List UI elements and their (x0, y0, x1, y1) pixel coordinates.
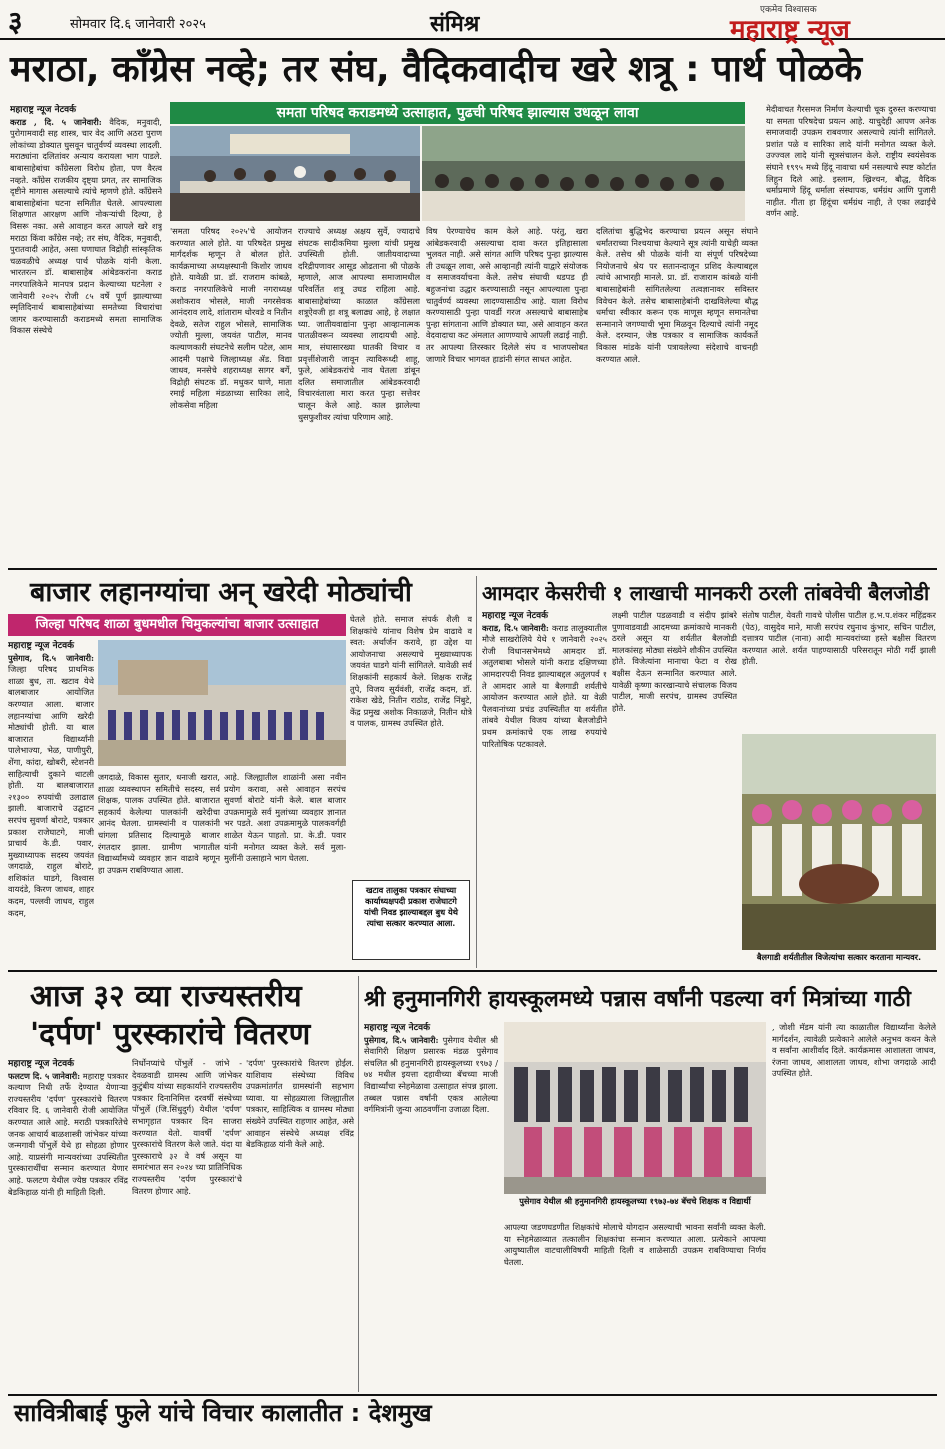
story1-photo-1 (170, 126, 420, 221)
story5-headline: श्री हनुमानगिरी हायस्कूलमध्ये पन्नास वर्षांनी पडल्या वर्ग मित्रांच्या गाठी (364, 987, 911, 1012)
story1-column-4: विष पेरण्याचेच काम केले आहे. परंतु, खरा आंबेडकरवादी असल्याचा दावा करत इतिहासाला भुलवत नाही. असे सांगत आणि परिषद पुन्हा झाल्यास ती उधळून लावा, असे आव्हानही त्यांनी याद्वारे संयोजक व समाजवर्याचना केले. तसेच संघाची धडपड ही बहुजनांचा उद्धार करण्यासाठी नसून आपल्याला पुन्हा चातुर्वर्ण्य व्यवस्था लादण्यासाठीच आहे. याला विरोध करण्यासाठी पुन्हा पावर्डी गरज असल्याचे बाबासाहेब पुन्हा सांगताना आणि डोक्यात घ्या, असे आवाहन करत वेदवादाचा कट अंमलात आणण्याचे आपली लढाई नाही. तर आपल्या तिरस्कार दिलेले संघ व भाजपसोबत जाणारे विचार भागवत हाडांनी संगत साधत आहेत. (426, 226, 588, 364)
story4-column-1 (8, 1058, 128, 1388)
story1-body-a: वैदिक, मनुवादी, पुरोगामवादी सह शास्त्र, चार वेद आणि अठरा पुराण लोकांच्या डोक्यात घुसवून चातुर्वर्ण्य व्यवस्था लादली. मराठ्यांना दलितांवर अन्याय करायला भाग पाडले. बाबासाहेबांचा काँग्रेसला विरोध होता, पण वैरत्व नव्हते. काँग्रेस राजकीय दृष्ट्या प्रगत, तर सामाजिक दृष्टीने मागास असल्याचे त्यांचे म्हणणे होते. काँग्रेसने बाबासाहेबांना घटना समितीत घेतले. आपल्याला शिक्षणात आरक्षण आणि नोकऱ्यांची दिल्या, हे विसरू नका. असे आवाहन करत आपले खरे शत्रू मराठा किंवा काँग्रेस नव्हे; तर संघ, वैदिक, मनुवादी, पुरातवादी आहेत, असा घणाघात विद्रोही सांस्कृतिक चळवळीचे अध्यक्ष पार्थ पोळके यांनी केला. भारतरत्न डॉ. बाबासाहेब आंबेडकरांना कराड नगरपालिकेने मानपत्र प्रदान केल्याच्या घटनेला २ जानेवारी २०२५ रोजी ८५ वर्षे पूर्ण झाल्याच्या स्मृतिदिनार्थ बाबासाहेबांच्या समतेच्या विचारांचा जागर करण्यासाठी कराडमध्ये समता सामाजिक विकास संस्थेचे (10, 116, 162, 336)
story5-column-2: आपल्या जडणघडणीत शिक्षकांचे मोलाचे योगदान असल्याची भावना सर्वांनी व्यक्त केली. या स्नेहमेळाव्यात तत्कालीन शिक्षकांचा सन्मान करण्यात आला. प्रत्येकाने आपल्या आयुष्यातील वाटचालीविषयी माहिती दिली व शाळेसाठी उपक्रम राबविण्याचा निर्णय घेतला. (504, 1222, 766, 1267)
story4-column-3: 'दर्पण' पुरस्कारांचे वितरण होईल. याशिवाय संस्थेच्या विविध उपक्रमांतर्गत ग्रामस्थांनी सहभाग घ्यावा. या सोहळ्याला जिल्ह्यातील पत्रकार, साहित्यिक व ग्रामस्थ मोठ्या संख्येने उपस्थित राहणार आहेत, असे आवाहन संस्थेचे अध्यक्ष रविंद्र बेडकिहाळ यांनी केले आहे. (246, 1058, 354, 1150)
story3-column-3: संतोष पाटील, येवती गावचे पोलीस पाटील ह.भ.प.शंकर महिंद्रकर (पेठ), वासुदेव माने, माजी सरपंच रघुनाथ कुंभार, सचिन पाटील, दत्तात्रय पाटील (नाना) आदी मान्यवरांच्या हस्ते बक्षीस वितरण करण्यात आले. शर्यत पाहण्यासाठी परिसरातून मोठी गर्दी झाली होती. (742, 610, 936, 667)
story4-place: फलटण दि. ५ जानेवारी: (8, 1070, 81, 1081)
story1-headline: मराठा, काँग्रेस नव्हे; तर संघ, वैदिकवादीच खरे शत्रू : पार्थ पोळके (10, 49, 863, 90)
story1-strip: समता परिषद कराडमध्ये उत्साहात, पुढची परिषद झाल्यास उधळून लावा (170, 102, 745, 124)
story1-byline: महाराष्ट्र न्यूज नेटवर्क (10, 105, 77, 115)
story1-column-5-text: दलितांचा बुद्धिभेद करण्याचा प्रयत्न असून संघाने धर्मांतराच्या निश्चयाचा केल्याने सूत्र त्यांनी याचेही व्यक्त केले. तसेच श्री पोळके यांनी या संपूर्ण परिषदेच्या नियोजनाचे श्रेय पर सतानन्दाजून प्रशिद केल्याबद्दल त्यांचे आभारही मानले. प्रा. डॉ. राजाराम कांबळे यांनी बाबासाहेबांनी सांगितलेल्या तत्वज्ञानावर सविस्तर विवेचन केले. तसेच बाबासाहेबांनी दाखविलेल्या बौद्ध धर्माचा स्वीकार करून एक माणूस म्हणून समानतेचा सन्मानाने जगण्याची भूमा मिळवून दिल्याचे त्यांनी नमूद केले. दरम्यान, जेष्ठ पत्रकार व सामाजिक कार्यकर्ते विकास मांडके यांनी पत्रावलेल्या संदेशाचे वाचनही करण्यात आले. (596, 226, 758, 364)
story2-headline: बाजार लहानग्यांचा अन् खरेदी मोठ्यांची (30, 577, 412, 608)
story3-headline: आमदार केसरीची १ लाखाची मानकरी ठरली तांबवेची बैलजोडी (482, 581, 930, 605)
story5-body-a: पुसेगाव येथील श्री सेवागिरी शिक्षण प्रसारक मंडळ पुसेगाव संचलित श्री हनुमानगिरी हायस्कूलच्या १९७३ / ७४ मधील इयत्ता दहावीच्या बॅचच्या माजी विद्यार्थ्यांचा स्नेहमेळावा उत्साहात संपन्न झाला. तब्बल पन्नास वर्षांनी एकत्र आलेल्या वर्गमित्रांनी जुन्या आठवणींना उजाळा दिला. (364, 1034, 498, 1115)
story2-body-a: जिल्हा परिषद प्राथमिक शाळा बुध, ता. खटाव येथे बालबाजार आयोजित करण्यात आला. बाजार लहानग्यांचा आणि खरेदी मोठ्यांची होती. या बाल बाजारात विद्यार्थ्यांनी पालेभाज्या, भेळ, पाणीपुरी, शेंगा, कांदा, खोबरी, स्टेशनरी साहित्याची दुकाने थाटली होती. या बालबाजारात २१३०० रुपयांची उलाढाल झाली. बाजाराचे उद्घाटन सरपंच सुवर्णा बोराटे, पत्रकार प्रकाश राजेघाटगे, माजी प्राचार्य के.डी. पवार, मुख्याध्यापक सदस्य जयवंत जगदाळे, राहुल बोराटे, शशिकांत घाडगे, विश्वास वायदंडे, किरण जाधव, शाहर कदम, पल्लवी जाधव, राहुल कदम, (8, 664, 94, 918)
dateline: सोमवार दि.६ जानेवारी २०२५ (70, 17, 206, 32)
story3-body-a: कराड तालुक्यातील मौजे साखरोलिये येथे १ जानेवारी २०२५ रोजी विधानसभेमध्ये आमदार डॉ. अतुलबाबा भोसले यांनी कराड दक्षिणच्या आमदारपदी निवड झाल्याबद्दल अतुलपर्व १ ते आमदार आले या बैलगाडी शर्यतीचे आयोजन करण्यात आले होते. या वेळी पैलवानांच्या प्रचंड उपस्थितीत या शर्यतीत तांबवे येथील विजय यांच्या बैलजोडीने प्रथम क्रमांकाचे एक लाख रुपयांचे पारितोषिक पटकावले. (482, 622, 607, 749)
divider (358, 976, 359, 1392)
story2-strip: जिल्हा परिषद शाळा बुधमधील चिमुकल्यांचा बाजार उत्साहात (8, 614, 346, 636)
story2-photo (98, 640, 346, 766)
story3-photo (742, 734, 936, 950)
story2-place: पुसेगाव, दि.५ जानेवारी: (8, 652, 94, 663)
story5-column-3: , जोशी मॅडम यांनी त्या काळातील विद्यार्थ्यांना केलेले मार्गदर्शन, त्यावेळी प्रत्येकाने आलेले अनुभव कथन केले व सर्वांना आशीर्वाद दिले. कार्यक्रमास आशालता जाधव, रंजना जाधव, आशालता जाधव, शोभा जगदाळे आदी उपस्थित होते. (772, 1022, 936, 1079)
story3-column-1 (482, 610, 607, 965)
story4-byline: महाराष्ट्र न्यूज नेटवर्क (8, 1059, 75, 1069)
story1-column-6: मेदीवाचत गैरसमज निर्माण केल्याची चूक दुरुस्त करण्याचा या समता परिषदेचा प्रयत्न आहे. याचुदेही आपण अनेक समाजवादी उपक्रम राबवणार असल्याचे त्यांनी सांगितले. प्रशांत पळे व सारिका लादे यांनी मनोगत व्यक्त केले. उज्ज्वल लादे यांनी सूत्रसंचालन केले. राष्ट्रीय स्वयंसेवक संघाने १९९५ मध्ये हिंदू नावाचा धर्म नसल्याचे स्पष्ट कोर्टात लिहून दिले आहे. इस्लाम, ख्रिश्चन, बौद्ध, वैदिक धर्माप्रमाणे हिंदू धर्माला संस्थापक, धर्मग्रंथ आणि पुजारी नाहीत. गीता हा हिंदूंचा धर्मग्रंथ नाही, ते एका लढाईचे वर्णन आहे. (766, 104, 936, 219)
story3-column-2: लक्ष्मी पाटील पडळवाडी व संदीप झांबरे पुणावाडवाडी आदमच्या क्रमांकाचे मानकरी ठरले असून या शर्यतीत बैलजोडी मालकांसह मोठ्या संख्येने शौकीन उपस्थित होते. विजेत्यांना मानाचा फेटा व रोख बक्षीस देऊन सन्मानित करण्यात आले. यावेळी कृष्णा कारखान्याचे संचालक विजय पाटील, माजी सरपंच, ग्रामस्थ उपस्थित होते. (612, 610, 737, 713)
story2-column-1 (8, 640, 94, 965)
story3-byline: महाराष्ट्र न्यूज नेटवर्क (482, 611, 549, 621)
story1-place: कराड , दि. ५ जानेवारी: (10, 116, 102, 127)
story3-caption: बैलगाडी शर्यतीतील विजेत्यांचा सत्कार करताना मान्यवर. (756, 952, 922, 962)
story4-headline-line1: आज ३२ व्या राज्यस्तरीय (30, 979, 302, 1014)
page-number: ३ (8, 5, 23, 38)
story2-byline: महाराष्ट्र न्यूज नेटवर्क (8, 641, 75, 651)
story2-column-4: घेतले होते. समाज संपर्क शैली व शिक्षकांचे यांनाच विशेष प्रेम वाढावे व स्वत: अर्थार्जन करावे, हा उद्देश या आयोजनाचा असल्याचे मुख्याध्यापक जयवंत घाडगे यांनी सांगितले. यावेळी सर्व शिक्षकांनी सहकार्य केले. शिक्षक राजेंद्र तुपे, विजय सुर्यवंशी, राजेंद्र कदम, डॉ. राकेश खेडे, नितीन राठोड, राजेंद्र निंबुटे, केंद्र प्रमुख अशोक निकाळजे, नितीन धोत्रे व पालक, ग्रामस्थ उपस्थित होते. (350, 614, 472, 729)
story1-column-2: 'समता परिषद २०२५'चे आयोजन करण्यात आले होते. या परिषदेत प्रमुख मार्गदर्शक म्हणून ते बोलत होते. कार्यक्रमाच्या अध्यक्षस्थानी किशोर जाधव होते. यावेळी प्रा. डॉ. राजराम कांबळे, कराड नगरपालिकेचे माजी नगराध्यक्ष अशोकराव भोसले, माजी नगरसेवक आनंदराव लादे, शांताराम थोरवडे व नितीन देवळे, सतेज राहुल भोसले, सामाजिक ज्योती मुल्ला, जयवंत पाटील, मानव कल्याणकारी संघटनेचे सलीम पटेल, आम आदमी पक्षाचे जिल्हाध्यक्ष ॲड. विद्या जाधव, मनसेचे शहराध्यक्ष सागर बर्गे, विद्रोही संघटक डॉ. मधुकर घाणे, माता रमाई महिला मंडळाच्या सारिका लादे, लोकसेवा महिला (170, 226, 292, 410)
section-title: संमिश्र (430, 12, 480, 37)
story5-column-1 (364, 1022, 498, 1388)
story5-byline: महाराष्ट्र न्यूज नेटवर्क (364, 1023, 431, 1033)
story5-place: पुसेगाव, दि.५ जानेवारी: (364, 1034, 439, 1045)
divider (8, 1394, 937, 1396)
story5-caption: पुसेगाव येथील श्री हनुमानगिरी हायस्कूलच्या १९७३-७४ बॅचचे शिक्षक व विद्यार्थी (519, 1196, 751, 1206)
divider (8, 568, 937, 570)
story4-column-2: निर्धोनप्यांचे पोंभुर्ले - जांभे - देवळवाडी ग्रामस्थ आणि जांभेकर कुटुंबीय यांच्या सहकार्याने राज्यस्तरीय पत्रकार दिनानिमित्त दरवर्षी संस्थेच्या पोंभुर्ले (जि.सिंधुदुर्ग) येथील 'दर्पण' सभागृहात पत्रकार दिन साजरा करण्यात येतो. यावर्षी 'दर्पण' पुरस्कारांचे वितरण केले जाते. यंदा या पुरस्काराचे ३२ वे वर्ष असून या समारंभात सन २०२४ च्या प्रातिनिधिक राज्यस्तरीय 'दर्पण पुरस्कारां'चे वितरण होणार आहे. (132, 1058, 242, 1196)
story4-headline-line2: 'दर्पण' पुरस्कारांचे वितरण (30, 1017, 311, 1052)
story4-body-a: महाराष्ट्र पत्रकार कल्याण निधी तर्फे देण्यात येणाऱ्या राज्यस्तरीय 'दर्पण' पुरस्कारांचे वितरण रविवार दि. ६ जानेवारी रोजी आयोजित करण्यात आले आहे. मराठी पत्रकारितेचे जनक आचार्य बाळशास्त्री जांभेकर यांच्या जन्मगावी पोंभुर्ले येथे हा सोहळा होणार आहे. याप्रसंगी मान्यवरांच्या उपस्थितीत पुरस्कारार्थींचा सन्मान करण्यात येणार आहे. फलटण येथील ज्येष्ठ पत्रकार रविंद्र बेडकिहाळ यांनी ही माहिती दिली. (8, 1070, 128, 1197)
story5-photo (504, 1022, 766, 1194)
divider (476, 576, 477, 968)
story2-column-2: जगदाळे, विकास सुतार, धनाजी खरात, शाळा व्यवस्थापन समितीचे सदस्य, सर्व शिक्षक, पालक उपस्थित होते. बाजारात सहकार्य केलेल्या पालकांनी खरेदीचा आनंद घेतला. ग्रामस्थांनी व पालकांनी चांगला प्रतिसाद दिल्यामुळे बाजार रंगतदार झाला. ग्रामीण भागातील विद्यार्थ्यांमध्ये व्यवहार ज्ञान वाढावे म्हणून हा उपक्रम राबविण्यात आला. (98, 772, 220, 875)
brand-logo: महाराष्ट्र न्यूज (730, 15, 850, 45)
story1-column-3: राज्याचे अध्यक्ष अक्षय सुर्वे, ज्यादाचे संघटक सादीकमिया मुल्ला यांची प्रमुख उपस्थिती होती. जातीयवादाच्या दरिद्रीपणावर आसूड ओढताना श्री पोळके म्हणाले, आज आपल्या समाजामधील परिवर्तित शत्रू उघड राहिला आहे. बाबासाहेबांच्या काळात काँग्रेसला शत्रूऐवजी हा शत्रू बलाढ्य आहे, हे लक्षात घ्या. जातीयवाद्यांना पुन्हा आव्हानात्मक पातळीवरून व्यवस्था लादायची आहे. मात्र, संघासारख्या घातकी विचार व प्रवृत्तींशेजारी जावून त्याविरूध्दी शाहू, फुले, आंबेडकरांचे नाव घेतला डांबून दलित समाजातील आंबेडकरवादी विचारवंताला मारा करत पुन्हा सत्तेवर चालून केले आहे. काल झालेल्या धुसफुशीवर त्यांचा परिणाम आहे. (298, 226, 420, 422)
divider (8, 970, 937, 972)
story2-column-3: आहे. जिल्ह्यातील शाळांनी असा नवीन प्रयोग करावा, असे आवाहन सरपंच सुवर्णा बोराटे यांनी केले. बाल बाजार उपक्रमामुळे सर्व मुलांच्या व्यवहार ज्ञानात भर पडते. अशा उपक्रमामुळे पालकवर्गही शाळेत येऊन पाहतो. प्रा. के.डी. पवार यांनी मनोगत व्यक्त केले. सर्व मुला-मुलींनी उत्साहाने भाग घेतला. (224, 772, 346, 864)
story1-column-1 (10, 104, 162, 564)
story2-box: खटाव तालुका पत्रकार संघाच्या कार्याध्यक्षपदी प्रकाश राजेघाटगे यांची निवड झाल्याबद्दल बुध येथे त्यांचा सत्कार करण्यात आला. (352, 880, 470, 960)
story3-place: कराड, दि.५ जानेवारी: (482, 622, 549, 633)
brand-tagline: एकमेव विश्वासक (760, 5, 817, 15)
story6-headline: सावित्रीबाई फुले यांचे विचार कालातीत : देशमुख (14, 1399, 432, 1427)
